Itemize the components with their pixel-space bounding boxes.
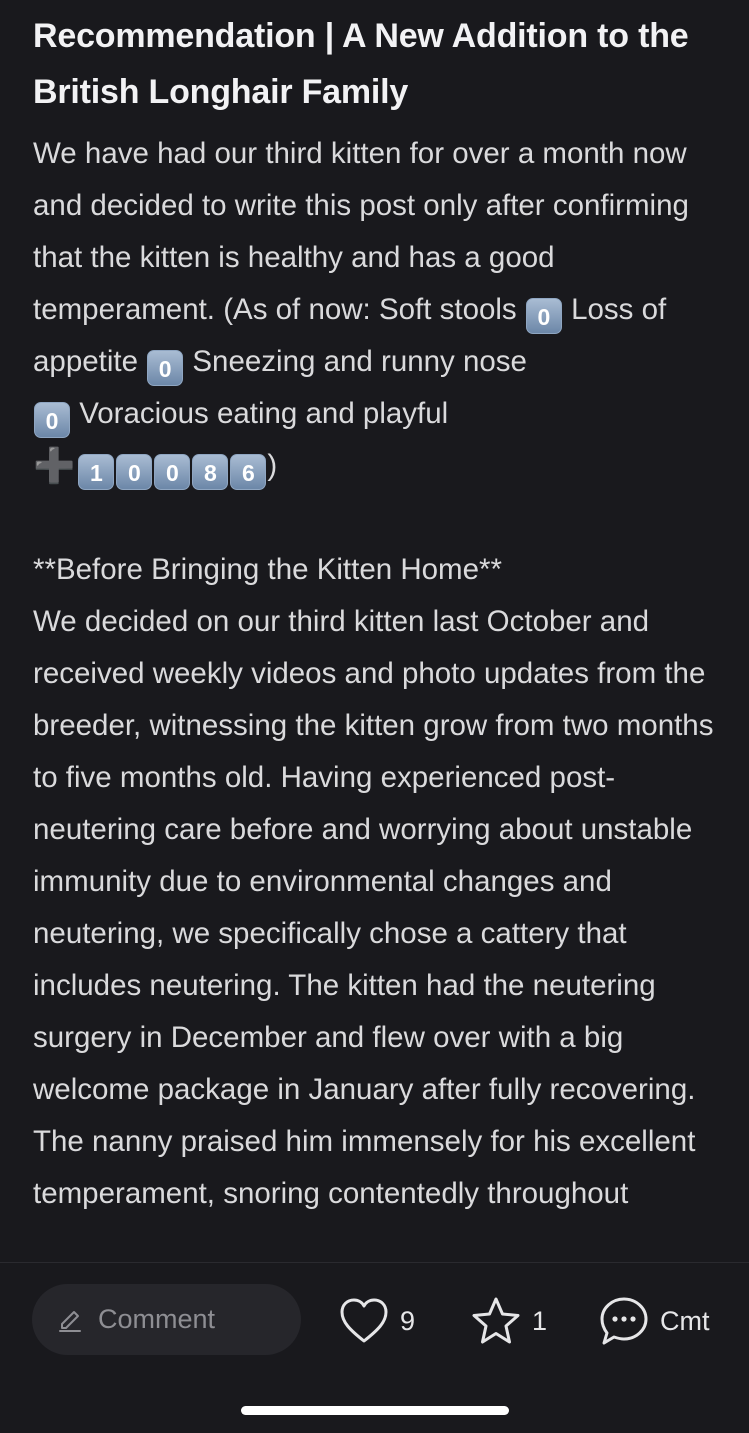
heart-icon: [338, 1297, 390, 1345]
keycap-digit-icon: 8: [192, 454, 228, 490]
home-indicator[interactable]: [241, 1406, 509, 1415]
comment-input[interactable]: [32, 1284, 301, 1355]
post-intro: [33, 128, 723, 492]
star-icon: [470, 1296, 522, 1346]
keycap-digit-icon: 6: [230, 454, 266, 490]
post-title: Recommendation | A New Addition to the British Longhair Family: [33, 17, 689, 111]
comments-button[interactable]: [598, 1293, 710, 1349]
chat-bubble-icon: [598, 1295, 650, 1347]
comment-placeholder: Comment: [98, 1304, 216, 1334]
keycap-digit-icon: 0: [116, 454, 152, 490]
keycap-digit-icon: 1: [78, 454, 114, 490]
like-count: 9: [400, 1305, 416, 1336]
favorite-count: 1: [532, 1305, 548, 1336]
favorite-button[interactable]: [470, 1293, 547, 1349]
keycap-zero-icon: 0: [34, 402, 70, 438]
section-heading: **Before Bringing the Kitten Home**: [33, 553, 502, 586]
intro-text-4: Voracious eating and playful: [71, 397, 449, 430]
plus-icon: ➕: [33, 447, 76, 485]
keycap-zero-icon: 0: [526, 298, 562, 334]
post-content: [33, 0, 723, 1262]
intro-text-3: Sneezing and runny nose: [184, 345, 527, 378]
section-body: We decided on our third kitten last October and received weekly videos and photo updates from the breeder, witnessing the kitten grow from two months to five months old. Having experienced post-neutering care before and worrying about unstable immunity due to environmental changes and neutering, we specifically chose a cattery that includes neutering. The kitten had the neutering surgery in December and flew over with a big welcome package in January after fully recovering. The nanny praised him immensely for his excellent temperament, snoring contentedly throughout: [33, 605, 714, 1210]
paragraph-spacer: [33, 492, 723, 544]
intro-text-2: Loss of appetite: [33, 293, 667, 378]
pencil-icon: [56, 1306, 84, 1334]
bottom-action-bar: [0, 1262, 749, 1433]
intro-text-1: We have had our third kitten for over a month now and decided to write this post only after confirming that the kitten is healthy and has a good temperament. (As of now: Soft stools: [33, 137, 689, 326]
keycap-zero-icon: 0: [147, 350, 183, 386]
intro-closing: ): [267, 449, 278, 482]
like-button[interactable]: [338, 1293, 415, 1349]
comments-label: Cmt: [660, 1305, 710, 1336]
keycap-digit-icon: 0: [154, 454, 190, 490]
